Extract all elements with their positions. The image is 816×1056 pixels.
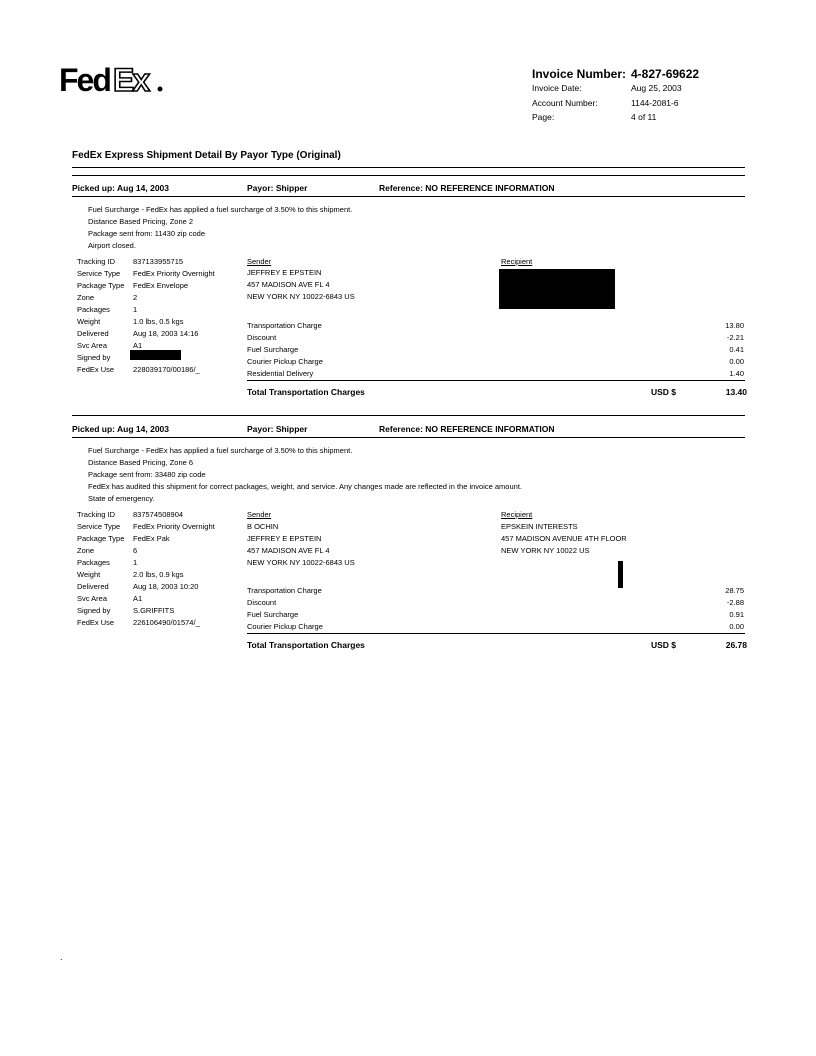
detail-label: Delivered (77, 582, 109, 591)
reference: Reference: NO REFERENCE INFORMATION (379, 183, 555, 193)
currency: USD $ (651, 640, 677, 650)
detail-label: Service Type (77, 522, 121, 531)
charge-label: Transportation Charge (247, 586, 322, 595)
detail-label: Package Type (77, 281, 125, 290)
sender-line: B OCHIN (247, 522, 279, 531)
detail-label: Package Type (77, 534, 125, 543)
sender-line: 457 MADISON AVE FL 4 (247, 546, 330, 555)
tracking-id: 837133955715 (133, 257, 184, 266)
currency: USD $ (651, 387, 677, 397)
svc-area: A1 (133, 594, 143, 603)
page-label: Page: (532, 112, 555, 122)
charge-label: Transportation Charge (247, 321, 322, 330)
page-number: 4 of 11 (631, 112, 657, 122)
sender-label: Sender (247, 510, 272, 519)
detail-label: Tracking ID (77, 257, 116, 266)
charge-amount: -2.88 (726, 598, 744, 607)
account-number-label: Account Number: (532, 98, 598, 108)
shipment-note: Airport closed. (88, 241, 136, 250)
total-divider (247, 633, 745, 634)
recipient-line: 457 MADISON AVENUE 4TH FLOOR (501, 534, 627, 543)
recipient-label: Recipient (501, 257, 533, 266)
footer-mark: . (60, 952, 63, 962)
charge-amount: 0.00 (729, 357, 744, 366)
sender-line: NEW YORK NY 10022-6843 US (247, 292, 355, 301)
weight: 2.0 lbs, 0.9 kgs (133, 570, 184, 579)
svg-text:Fed: Fed (59, 63, 110, 95)
charge-label: Courier Pickup Charge (247, 622, 323, 631)
page-title: FedEx Express Shipment Detail By Payor Type (Original) (72, 150, 341, 161)
charge-label: Fuel Surcharge (247, 610, 299, 619)
charge-label: Discount (247, 333, 277, 342)
charge-amount: -2.21 (726, 333, 744, 342)
zone: 2 (133, 293, 138, 302)
detail-label: Zone (77, 293, 95, 302)
shipment-note: Distance Based Pricing, Zone 6 (88, 458, 194, 467)
package-type: FedEx Pak (133, 534, 170, 543)
charge-amount: 0.00 (729, 622, 744, 631)
svg-text:Ex: Ex (113, 63, 149, 95)
invoice-date-label: Invoice Date: (532, 83, 582, 93)
fedex-logo (59, 63, 165, 95)
service-type: FedEx Priority Overnight (133, 269, 215, 278)
divider (72, 196, 745, 197)
invoice-date: Aug 25, 2003 (631, 83, 682, 93)
divider (72, 415, 745, 416)
charge-amount: 0.91 (729, 610, 744, 619)
divider (72, 437, 745, 438)
total-amount: 26.78 (725, 640, 747, 650)
total-label: Total Transportation Charges (247, 387, 365, 397)
sender-line: 457 MADISON AVE FL 4 (247, 280, 330, 289)
sender-line: NEW YORK NY 10022-6843 US (247, 558, 355, 567)
charge-amount: 0.41 (729, 345, 744, 354)
divider (72, 167, 745, 168)
charge-label: Courier Pickup Charge (247, 357, 323, 366)
packages: 1 (133, 305, 138, 314)
fedex-use: 228039170/00186/_ (133, 365, 200, 374)
sender-line: JEFFREY E EPSTEIN (247, 534, 322, 543)
detail-label: Delivered (77, 329, 109, 338)
shipment-note: Fuel Surcharge - FedEx has applied a fuel surcharge of 3.50% to this shipment. (88, 446, 353, 455)
shipment-note: State of emergency. (88, 494, 155, 503)
detail-label: Tracking ID (77, 510, 116, 519)
divider (72, 175, 745, 176)
shipment-note: Fuel Surcharge - FedEx has applied a fuel surcharge of 3.50% to this shipment. (88, 205, 353, 214)
charge-label: Discount (247, 598, 277, 607)
package-type: FedEx Envelope (133, 281, 189, 290)
shipment-note: Distance Based Pricing, Zone 2 (88, 217, 194, 226)
reference: Reference: NO REFERENCE INFORMATION (379, 424, 555, 434)
charge-label: Fuel Surcharge (247, 345, 299, 354)
detail-label: Svc Area (77, 594, 108, 603)
recipient-line: NEW YORK NY 10022 US (501, 546, 590, 555)
packages: 1 (133, 558, 138, 567)
sender-label: Sender (247, 257, 272, 266)
recipient-label: Recipient (501, 510, 533, 519)
invoice-number: 4-827-69622 (631, 67, 700, 81)
zone: 6 (133, 546, 138, 555)
charge-amount: 13.80 (725, 321, 744, 330)
delivered: Aug 18, 2003 14:16 (133, 329, 199, 338)
detail-label: FedEx Use (77, 365, 115, 374)
charge-amount: 28.75 (725, 586, 744, 595)
detail-label: Signed by (77, 606, 111, 615)
delivered: Aug 18, 2003 10:20 (133, 582, 199, 591)
payor-type: Payor: Shipper (247, 183, 308, 193)
weight: 1.0 lbs, 0.5 kgs (133, 317, 184, 326)
service-type: FedEx Priority Overnight (133, 522, 215, 531)
tracking-id: 837574508904 (133, 510, 184, 519)
redaction-recipient (499, 269, 615, 309)
detail-label: Zone (77, 546, 95, 555)
detail-label: Weight (77, 570, 101, 579)
detail-label: Service Type (77, 269, 121, 278)
account-number: 1144-2081-6 (631, 98, 679, 108)
picked-up-date: Picked up: Aug 14, 2003 (72, 424, 169, 434)
charge-amount: 1.40 (729, 369, 744, 378)
total-amount: 13.40 (725, 387, 747, 397)
payor-type: Payor: Shipper (247, 424, 308, 434)
signed-by: S.GRIFFITS (133, 606, 175, 615)
redaction-signed-by (130, 350, 181, 360)
invoice-number-label: Invoice Number: (532, 67, 627, 81)
svc-area: A1 (133, 341, 143, 350)
sender-line: JEFFREY E EPSTEIN (247, 268, 322, 277)
charge-label: Residential Delivery (247, 369, 314, 378)
fedex-use: 226106490/01574/_ (133, 618, 200, 627)
detail-label: Packages (77, 305, 110, 314)
picked-up-date: Picked up: Aug 14, 2003 (72, 183, 169, 193)
shipment-note: Package sent from: 33480 zip code (88, 470, 206, 479)
detail-label: Signed by (77, 353, 111, 362)
detail-label: Svc Area (77, 341, 108, 350)
redaction-mark (618, 561, 623, 588)
detail-label: FedEx Use (77, 618, 115, 627)
detail-label: Packages (77, 558, 110, 567)
detail-label: Weight (77, 317, 101, 326)
recipient-line: EPSKEIN INTERESTS (501, 522, 578, 531)
shipment-note: Package sent from: 11430 zip code (88, 229, 206, 238)
total-divider (247, 380, 745, 381)
shipment-note: FedEx has audited this shipment for correct packages, weight, and service. Any changes made are reflected in the invoice amount. (88, 482, 522, 491)
total-label: Total Transportation Charges (247, 640, 365, 650)
